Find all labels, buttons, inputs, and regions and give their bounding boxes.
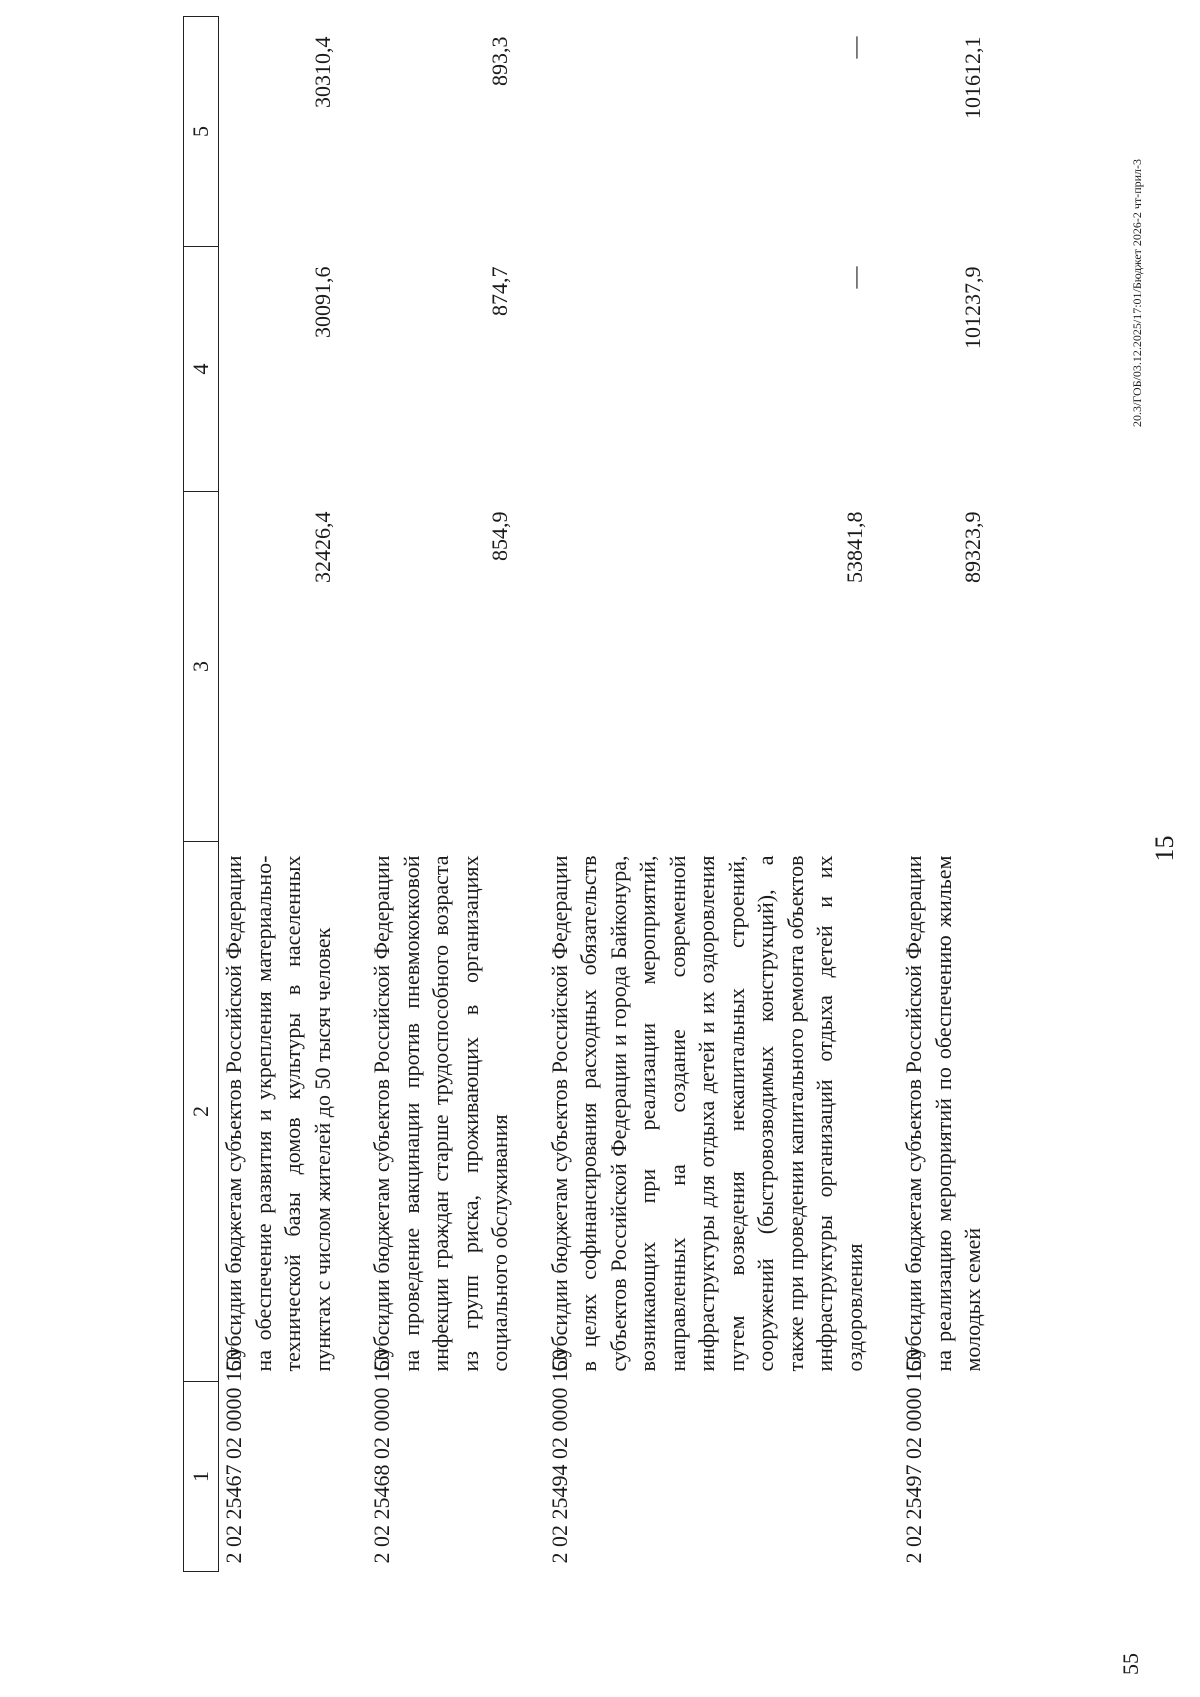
column-header-2: 2: [184, 842, 219, 1382]
value: 32426,4: [309, 511, 335, 583]
footer-stamp: 20.3/ГОБ/03.12.2025/17:01/Бюджет 2026-2 чт-прил-3: [1130, 158, 1144, 427]
row-code: 2 02 25468 02 0000 150: [369, 1349, 394, 1564]
row-value-col5: [545, 17, 870, 247]
row-value-col3: [367, 492, 515, 842]
row-value-col4: [899, 247, 988, 492]
value: 30091,6: [309, 266, 335, 338]
row-value-col4: [219, 247, 338, 492]
row-value-col5: [219, 17, 338, 247]
row-code: 2 02 25497 02 0000 150: [901, 1349, 926, 1564]
column-header-5: 5: [184, 17, 219, 247]
row-code: 2 02 25467 02 0000 150: [221, 1349, 246, 1564]
row-code: 2 02 25494 02 0000 150: [546, 1349, 572, 1564]
table-row: [899, 17, 988, 1572]
value: 874,7: [487, 266, 512, 316]
row-value-col3: [219, 492, 338, 842]
value: 89323,9: [960, 511, 985, 583]
value: 53841,8: [841, 511, 867, 583]
column-header-4: 4: [184, 247, 219, 492]
budget-table: [183, 16, 988, 1572]
column-header-1: 1: [184, 1382, 219, 1572]
row-value-col3: [899, 492, 988, 842]
value: 854,9: [487, 511, 512, 561]
row-description: Субсидии бюджетам субъектов Российской Федерации в целях софинансирования расходных обязательств субъектов Российской Федерации и города Байконура, возникающих при реализации мероприятий, направленных на создание современной инфраструктуры для отдыха детей и их оздоровления путем возведения некапитальных строений, сооружений (быстровозводимых конструкций), а также при проведении капитального ремонта объектов инфраструктуры организаций отдыха детей и их оздоровления: [546, 855, 867, 1372]
row-value-col5: [899, 17, 988, 247]
row-description: Субсидии бюджетам субъектов Российской Федерации на обеспечение развития и укрепления материально-технической базы домов культуры в населенных пунктах с числом жителей до 50 тысяч человек: [221, 855, 335, 1372]
value: 101237,9: [960, 266, 985, 349]
page-number: 15: [1150, 835, 1179, 862]
table-header-row: [184, 17, 219, 1572]
row-description: Субсидии бюджетам субъектов Российской Федерации на проведение вакцинации против пневмококковой инфекции граждан старше трудоспособного возраста из групп риска, проживающих в организациях социального обслуживания: [369, 855, 512, 1372]
row-description: Субсидии бюджетам субъектов Российской Федерации на реализацию мероприятий по обеспечению жильем молодых семей: [901, 855, 985, 1372]
value: 30310,4: [309, 36, 335, 108]
table-row: [545, 17, 870, 1572]
row-value-col4: [367, 247, 515, 492]
dash-value: —: [841, 266, 867, 289]
value: 101612,1: [960, 36, 985, 119]
row-value-col5: [367, 17, 515, 247]
column-header-3: 3: [184, 492, 219, 842]
dash-value: —: [841, 36, 867, 59]
row-value-col4: [545, 247, 870, 492]
document-page-number: 55: [1118, 1653, 1143, 1675]
table-row: [219, 17, 338, 1572]
row-value-col3: [545, 492, 870, 842]
table-row: [367, 17, 515, 1572]
value: 893,3: [487, 36, 512, 86]
